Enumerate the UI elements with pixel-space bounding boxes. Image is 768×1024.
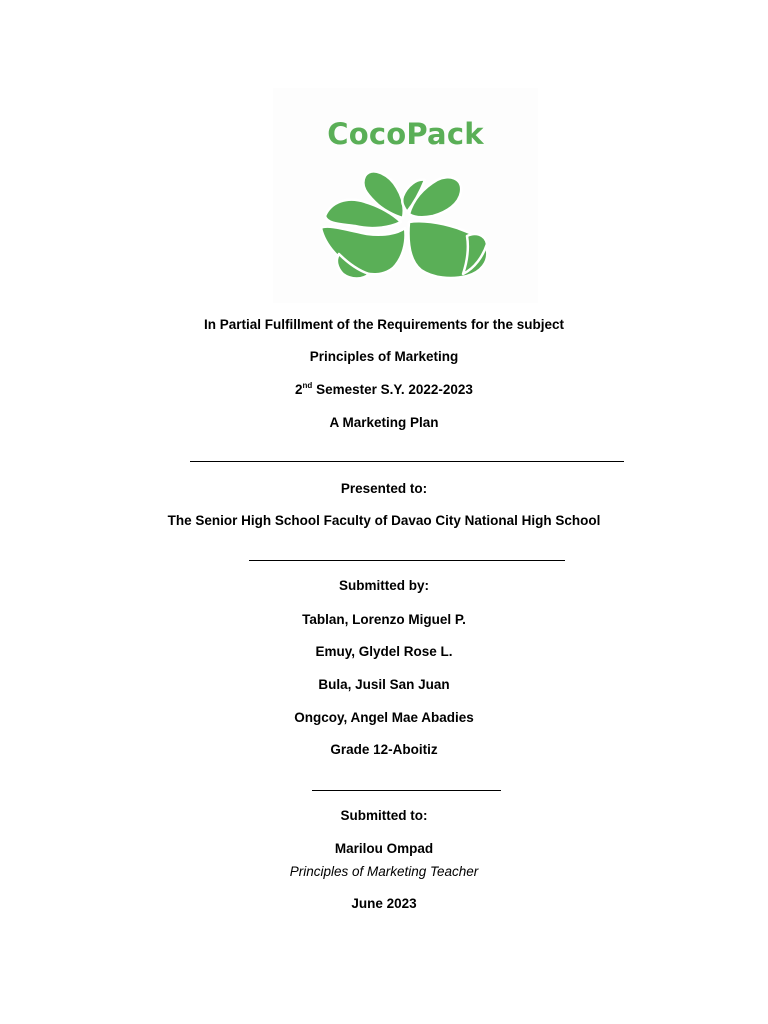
member-name: Ongcoy, Angel Mae Abadies [294, 710, 474, 725]
semester-text: Semester S.Y. 2022-2023 [312, 382, 473, 397]
member-name: Emuy, Glydel Rose L. [315, 644, 453, 659]
teacher-role: Principles of Marketing Teacher [289, 864, 479, 879]
presented-to-recipient: The Senior High School Faculty of Davao City National High School [167, 513, 601, 528]
submitted-to-label: Submitted to: [340, 808, 428, 823]
member-name: Bula, Jusil San Juan [318, 677, 450, 692]
presented-to-label: Presented to: [340, 481, 428, 496]
subject-name: Principles of Marketing [309, 349, 459, 364]
divider-1 [190, 461, 624, 462]
semester-ordinal-suffix: nd [302, 380, 313, 390]
cocopack-logo [273, 88, 538, 303]
submission-date: June 2023 [351, 896, 417, 911]
semester-ordinal: 2 [295, 382, 303, 397]
grade-section: Grade 12-Aboitiz [330, 742, 438, 757]
semester-line [0, 381, 768, 399]
logo-wordmark: CocoPack [327, 117, 484, 151]
divider-2 [249, 560, 565, 561]
document-type: A Marketing Plan [329, 415, 439, 430]
divider-3 [312, 790, 501, 791]
fulfillment-statement: In Partial Fulfillment of the Requirements for the subject [203, 317, 565, 332]
coconut-flower-logo-icon [317, 166, 492, 286]
teacher-name: Marilou Ompad [334, 841, 434, 856]
member-name: Tablan, Lorenzo Miguel P. [302, 612, 466, 627]
submitted-by-label: Submitted by: [339, 578, 429, 593]
